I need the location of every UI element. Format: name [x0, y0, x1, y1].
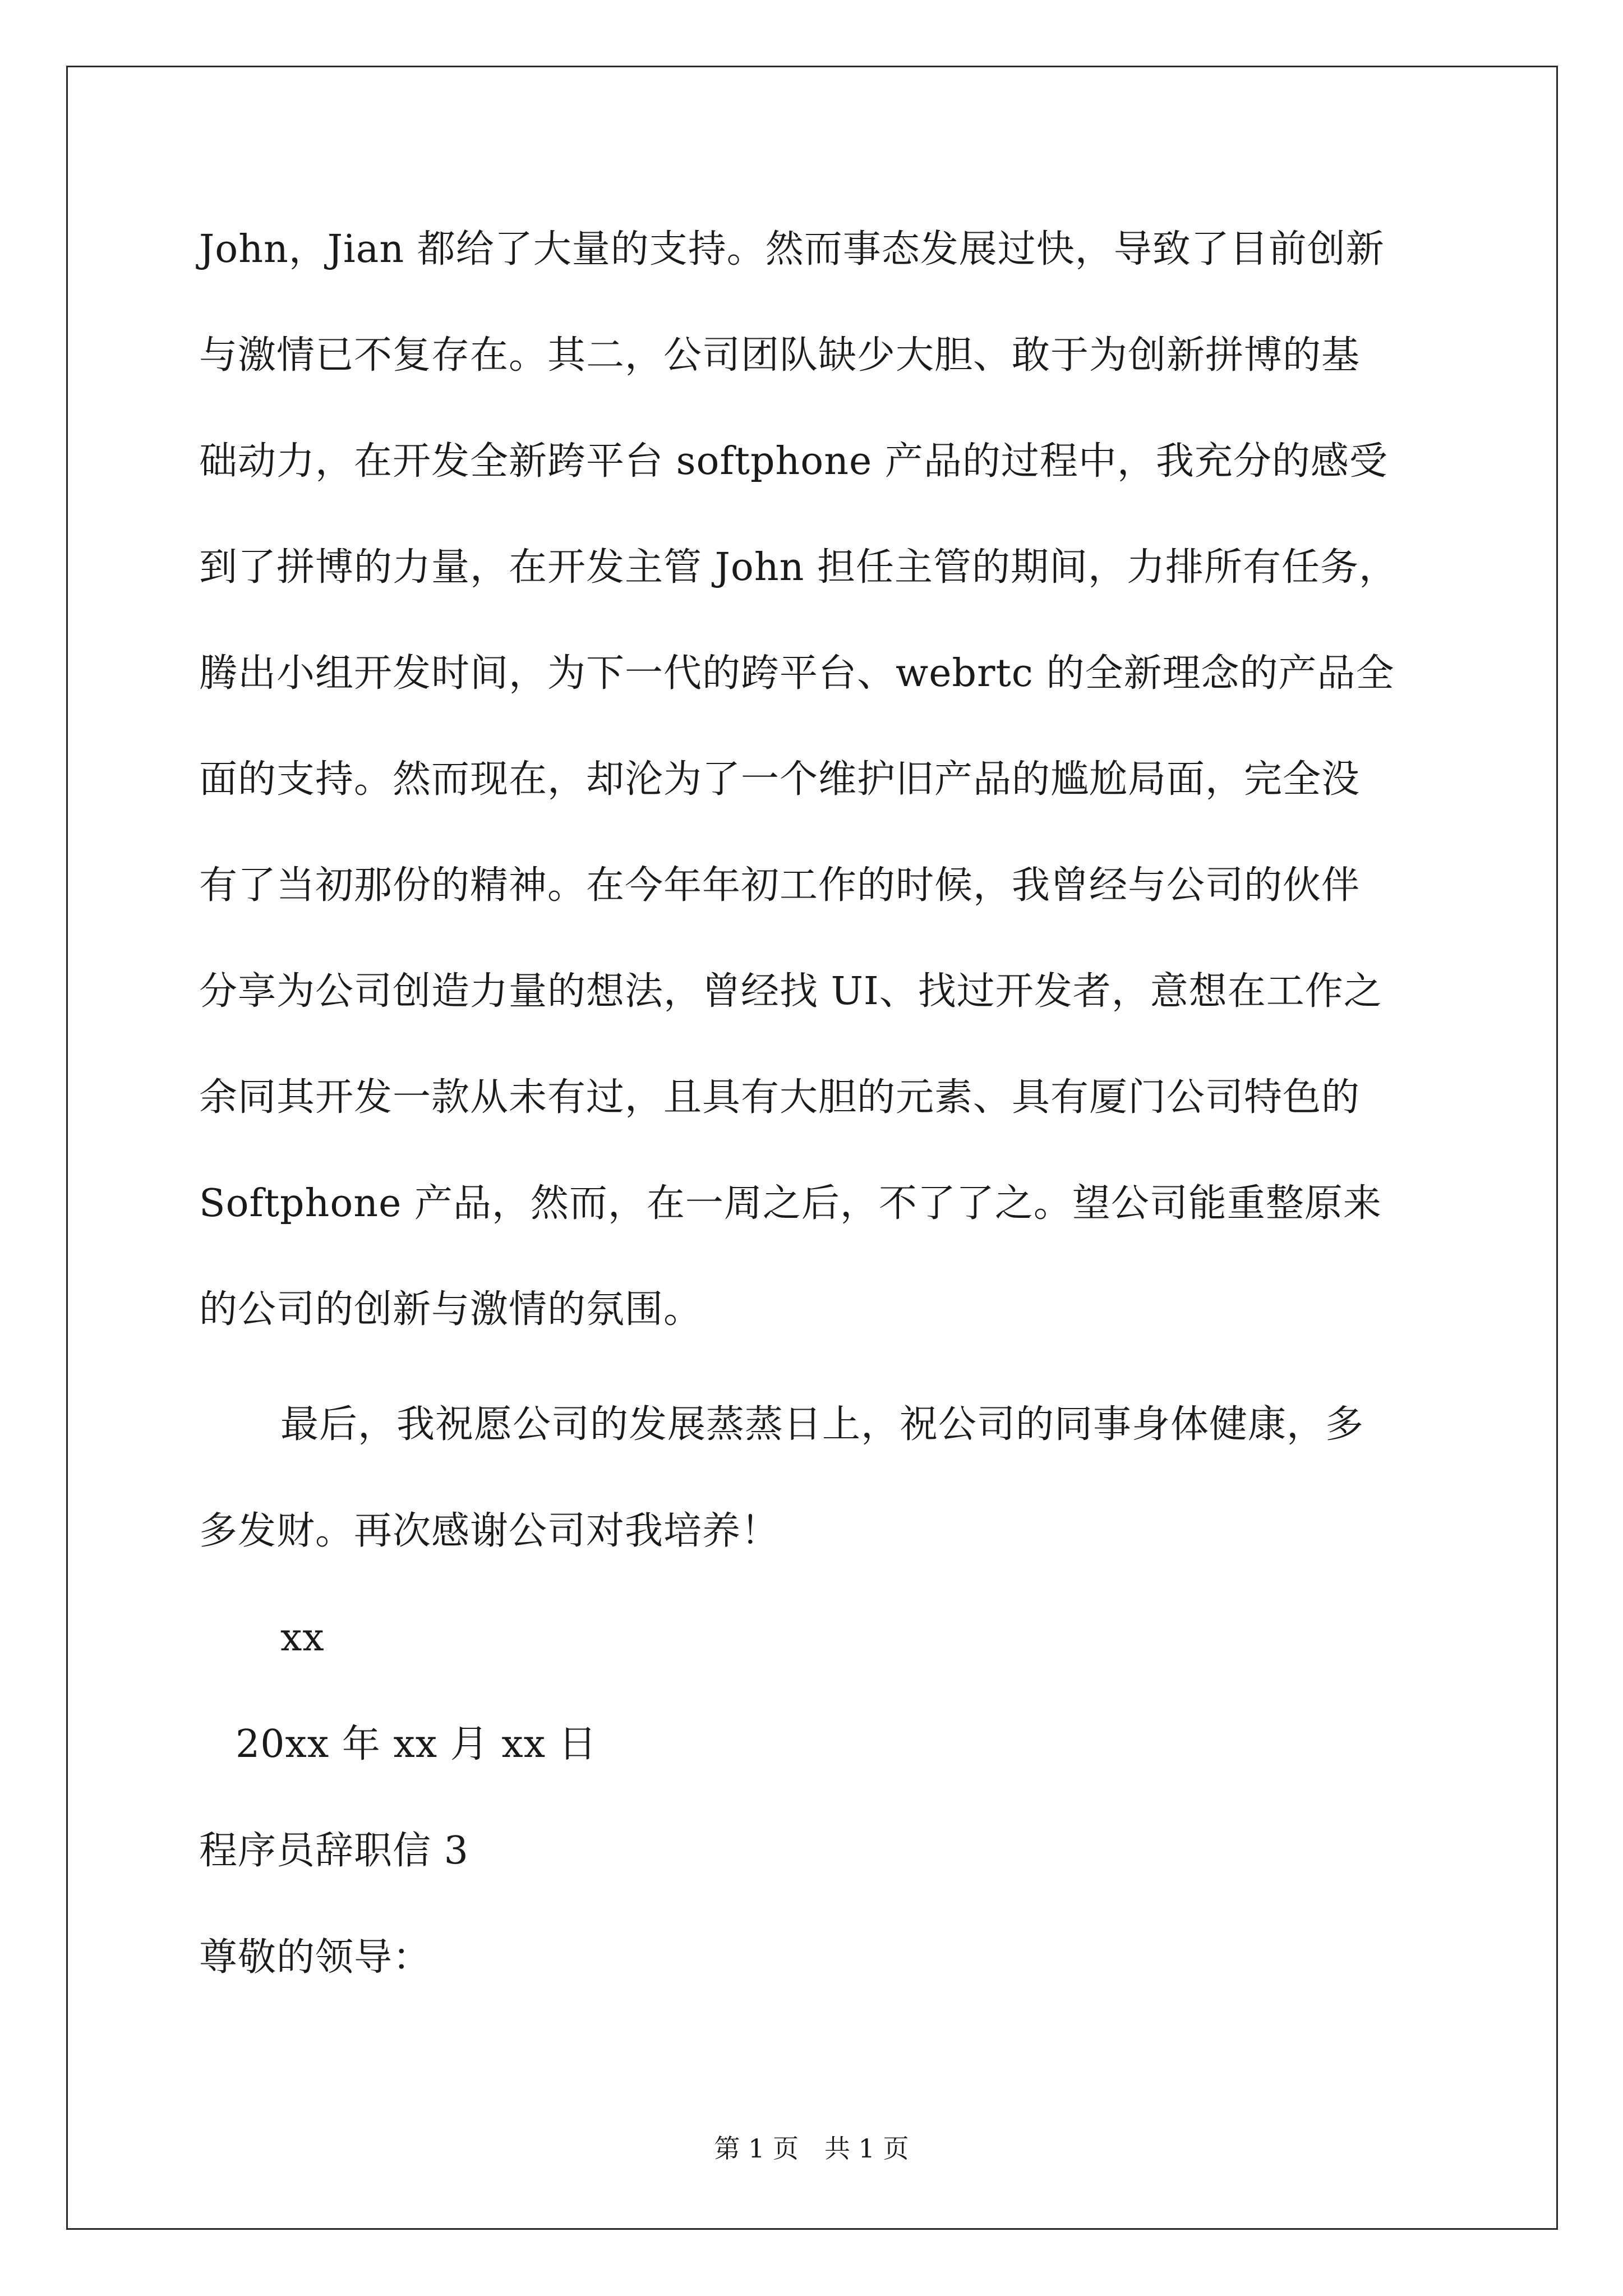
salutation: 尊敬的领导：	[199, 1935, 432, 1980]
closing-line: 多发财。再次感谢公司对我培养！	[199, 1509, 780, 1553]
signature: xx	[280, 1616, 325, 1660]
page-footer: 第 1 页 共 1 页	[714, 2133, 909, 2164]
date: 20xx 年 xx 月 xx 日	[236, 1722, 597, 1766]
closing-line: 最后，我祝愿公司的发展蒸蒸日上，祝公司的同事身体健康，多	[280, 1402, 1364, 1447]
body-line: John，Jian 都给了大量的支持。然而事态发展过快，导致了目前创新	[199, 227, 1385, 272]
page-border	[66, 66, 1558, 2230]
body-line: 余同其开发一款从未有过，且具有大胆的元素、具有厦门公司特色的	[199, 1075, 1361, 1120]
body-line: 有了当初那份的精神。在今年年初工作的时候，我曾经与公司的伙伴	[199, 863, 1361, 908]
body-line: 分享为公司创造力量的想法，曾经找 UI、找过开发者，意想在工作之	[199, 969, 1382, 1014]
body-line: 到了拼博的力量，在开发主管 John 担任主管的期间，力排所有任务，	[199, 545, 1398, 590]
body-line: 础动力，在开发全新跨平台 softphone 产品的过程中，我充分的感受	[199, 439, 1388, 484]
body-line: 与激情已不复存在。其二，公司团队缺少大胆、敢于为创新拼博的基	[199, 333, 1361, 378]
body-line: 面的支持。然而现在，却沦为了一个维护旧产品的尴尬局面，完全没	[199, 757, 1361, 802]
body-line: Softphone 产品，然而，在一周之后，不了了之。望公司能重整原来	[199, 1181, 1382, 1226]
body-line: 腾出小组开发时间，为下一代的跨平台、webrtc 的全新理念的产品全	[199, 651, 1395, 696]
section-title: 程序员辞职信 3	[199, 1829, 469, 1873]
body-line: 的公司的创新与激情的氛围。	[199, 1287, 703, 1332]
